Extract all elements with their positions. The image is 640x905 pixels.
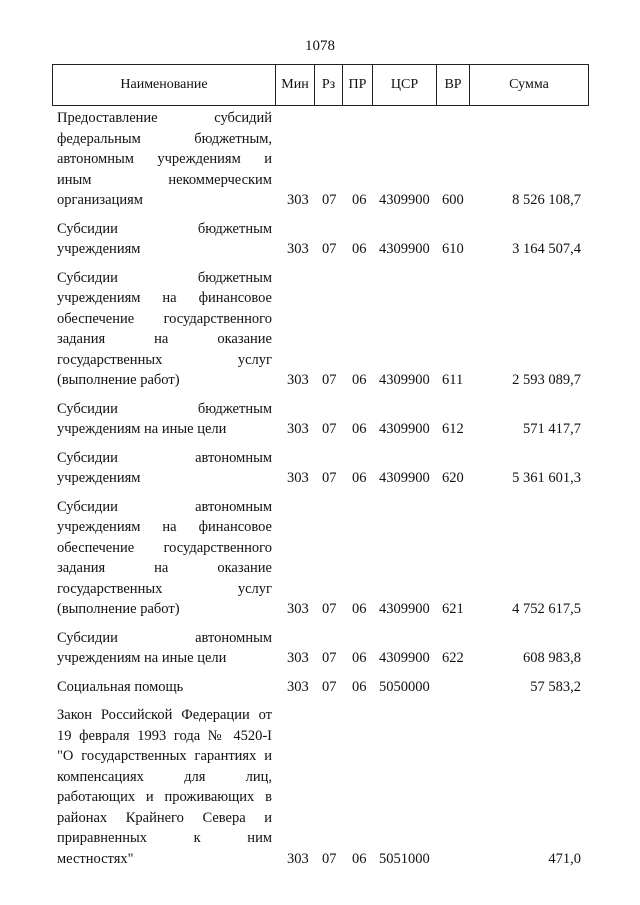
cell-min: 303	[287, 421, 309, 437]
cell-pr: 06	[352, 678, 367, 695]
cell-min: 303	[287, 372, 309, 388]
row-name-line: учреждениям	[57, 241, 141, 257]
row-name-line: учреждениям на иные цели	[57, 650, 227, 666]
row-name-line: Субсидии бюджетным	[57, 220, 272, 237]
cell-sum: 608 983,8	[523, 650, 581, 666]
cell-sum: 471,0	[548, 850, 581, 867]
row-name	[57, 219, 272, 260]
table-row	[0, 219, 640, 260]
row-name-line: (выполнение работ)	[57, 601, 180, 617]
cell-rz: 07	[322, 470, 337, 486]
table-row	[0, 497, 640, 620]
cell-sum: 57 583,2	[530, 678, 581, 695]
table-row	[0, 705, 640, 869]
row-name	[57, 705, 272, 869]
header-csr: ЦСР	[373, 65, 437, 105]
row-name-line: приравненных к ним	[57, 830, 272, 846]
row-name-line: районах Крайнего Севера и	[57, 809, 272, 826]
row-name-line: организациям	[57, 192, 143, 208]
row-name	[57, 497, 272, 620]
cell-sum: 4 752 617,5	[512, 601, 581, 617]
cell-vr	[442, 849, 472, 870]
row-name-line: учреждениям на иные цели	[57, 421, 227, 437]
cell-csr: 4309900	[379, 372, 430, 388]
table-body	[0, 108, 640, 877]
row-name-line: автономным учреждениям и	[57, 151, 272, 167]
header-rz: Рз	[315, 65, 343, 105]
cell-rz: 07	[322, 850, 337, 867]
row-name-line: учреждениям на финансовое	[57, 519, 272, 535]
cell-pr: 06	[352, 372, 367, 388]
row-name-line: Субсидии автономным	[57, 449, 272, 466]
cell-min: 303	[287, 241, 309, 257]
row-name-line: государственных услуг	[57, 351, 272, 368]
cell-sum: 3 164 507,4	[512, 241, 581, 257]
row-name-line: Закон Российской Федерации от	[57, 707, 272, 723]
cell-min: 303	[287, 192, 309, 208]
cell-rz: 07	[322, 678, 337, 695]
cell-csr: 4309900	[379, 650, 430, 666]
row-name-line: задания на оказание	[57, 331, 272, 347]
cell-csr: 4309900	[379, 470, 430, 486]
cell-sum: 5 361 601,3	[512, 470, 581, 486]
row-name	[57, 677, 272, 698]
cell-vr: 600	[442, 192, 464, 208]
row-name-line: Субсидии бюджетным	[57, 269, 272, 286]
cell-rz: 07	[322, 372, 337, 388]
cell-pr: 06	[352, 192, 367, 208]
cell-rz: 07	[322, 650, 337, 666]
row-name-line: федеральным бюджетным,	[57, 130, 272, 147]
cell-pr: 06	[352, 421, 367, 437]
row-name-line: "О государственных гарантиях и	[57, 748, 272, 764]
cell-vr: 622	[442, 650, 464, 666]
row-name-line: местностях"	[57, 850, 134, 867]
cell-vr: 610	[442, 241, 464, 257]
table-row	[0, 108, 640, 211]
row-name	[57, 268, 272, 391]
row-name-line: Предоставление субсидий	[57, 110, 272, 126]
cell-sum: 8 526 108,7	[512, 192, 581, 208]
row-name	[57, 399, 272, 440]
row-name	[57, 108, 272, 211]
row-name-line: (выполнение работ)	[57, 372, 180, 388]
row-name	[57, 448, 272, 489]
row-name-line: государственных услуг	[57, 580, 272, 597]
row-name-line: Субсидии бюджетным	[57, 400, 272, 417]
table-row	[0, 677, 640, 698]
header-name: Наименование	[53, 65, 276, 105]
header-min: Мин	[276, 65, 315, 105]
cell-csr: 5051000	[379, 850, 430, 867]
row-name	[57, 628, 272, 669]
table-row	[0, 399, 640, 440]
header-pr: ПР	[343, 65, 373, 105]
row-name-line: учреждениям на финансовое	[57, 290, 272, 306]
cell-csr: 4309900	[379, 421, 430, 437]
cell-rz: 07	[322, 192, 337, 208]
row-name-line: компенсациях для лиц,	[57, 768, 272, 785]
row-name-line: обеспечение государственного	[57, 539, 272, 556]
row-name-line: Субсидии автономным	[57, 498, 272, 515]
page-number: 1078	[305, 38, 335, 54]
cell-rz: 07	[322, 241, 337, 257]
cell-vr: 621	[442, 601, 464, 617]
table-row	[0, 268, 640, 391]
cell-sum: 571 417,7	[523, 421, 581, 437]
table-row	[0, 628, 640, 669]
cell-csr: 4309900	[379, 601, 430, 617]
cell-min: 303	[287, 601, 309, 617]
cell-pr: 06	[352, 601, 367, 617]
table-row	[0, 448, 640, 489]
cell-pr: 06	[352, 470, 367, 486]
header-sum: Сумма	[509, 77, 549, 92]
cell-pr: 06	[352, 241, 367, 257]
cell-vr: 620	[442, 470, 464, 486]
cell-rz: 07	[322, 601, 337, 617]
cell-min: 303	[287, 470, 309, 486]
cell-min: 303	[287, 678, 309, 695]
cell-vr: 612	[442, 421, 464, 437]
cell-min: 303	[287, 850, 309, 867]
row-name-line: иным некоммерческим	[57, 171, 272, 188]
cell-sum: 2 593 089,7	[512, 372, 581, 388]
row-name-line: обеспечение государственного	[57, 310, 272, 327]
cell-rz: 07	[322, 421, 337, 437]
row-name-line: задания на оказание	[57, 560, 272, 576]
row-name-line: работающих и проживающих в	[57, 789, 272, 805]
cell-pr: 06	[352, 650, 367, 666]
row-name-line: Социальная помощь	[57, 678, 184, 695]
table-header	[52, 64, 589, 106]
cell-csr: 4309900	[379, 192, 430, 208]
cell-csr: 4309900	[379, 241, 430, 257]
row-name-line: 19 февраля 1993 года № 4520-I	[57, 727, 272, 744]
row-name-line: учреждениям	[57, 470, 141, 486]
cell-vr: 611	[442, 372, 464, 388]
header-vr: ВР	[437, 65, 470, 105]
cell-min: 303	[287, 650, 309, 666]
cell-csr: 5050000	[379, 678, 430, 695]
cell-pr: 06	[352, 850, 367, 867]
row-name-line: Субсидии автономным	[57, 629, 272, 646]
cell-vr	[442, 677, 472, 698]
